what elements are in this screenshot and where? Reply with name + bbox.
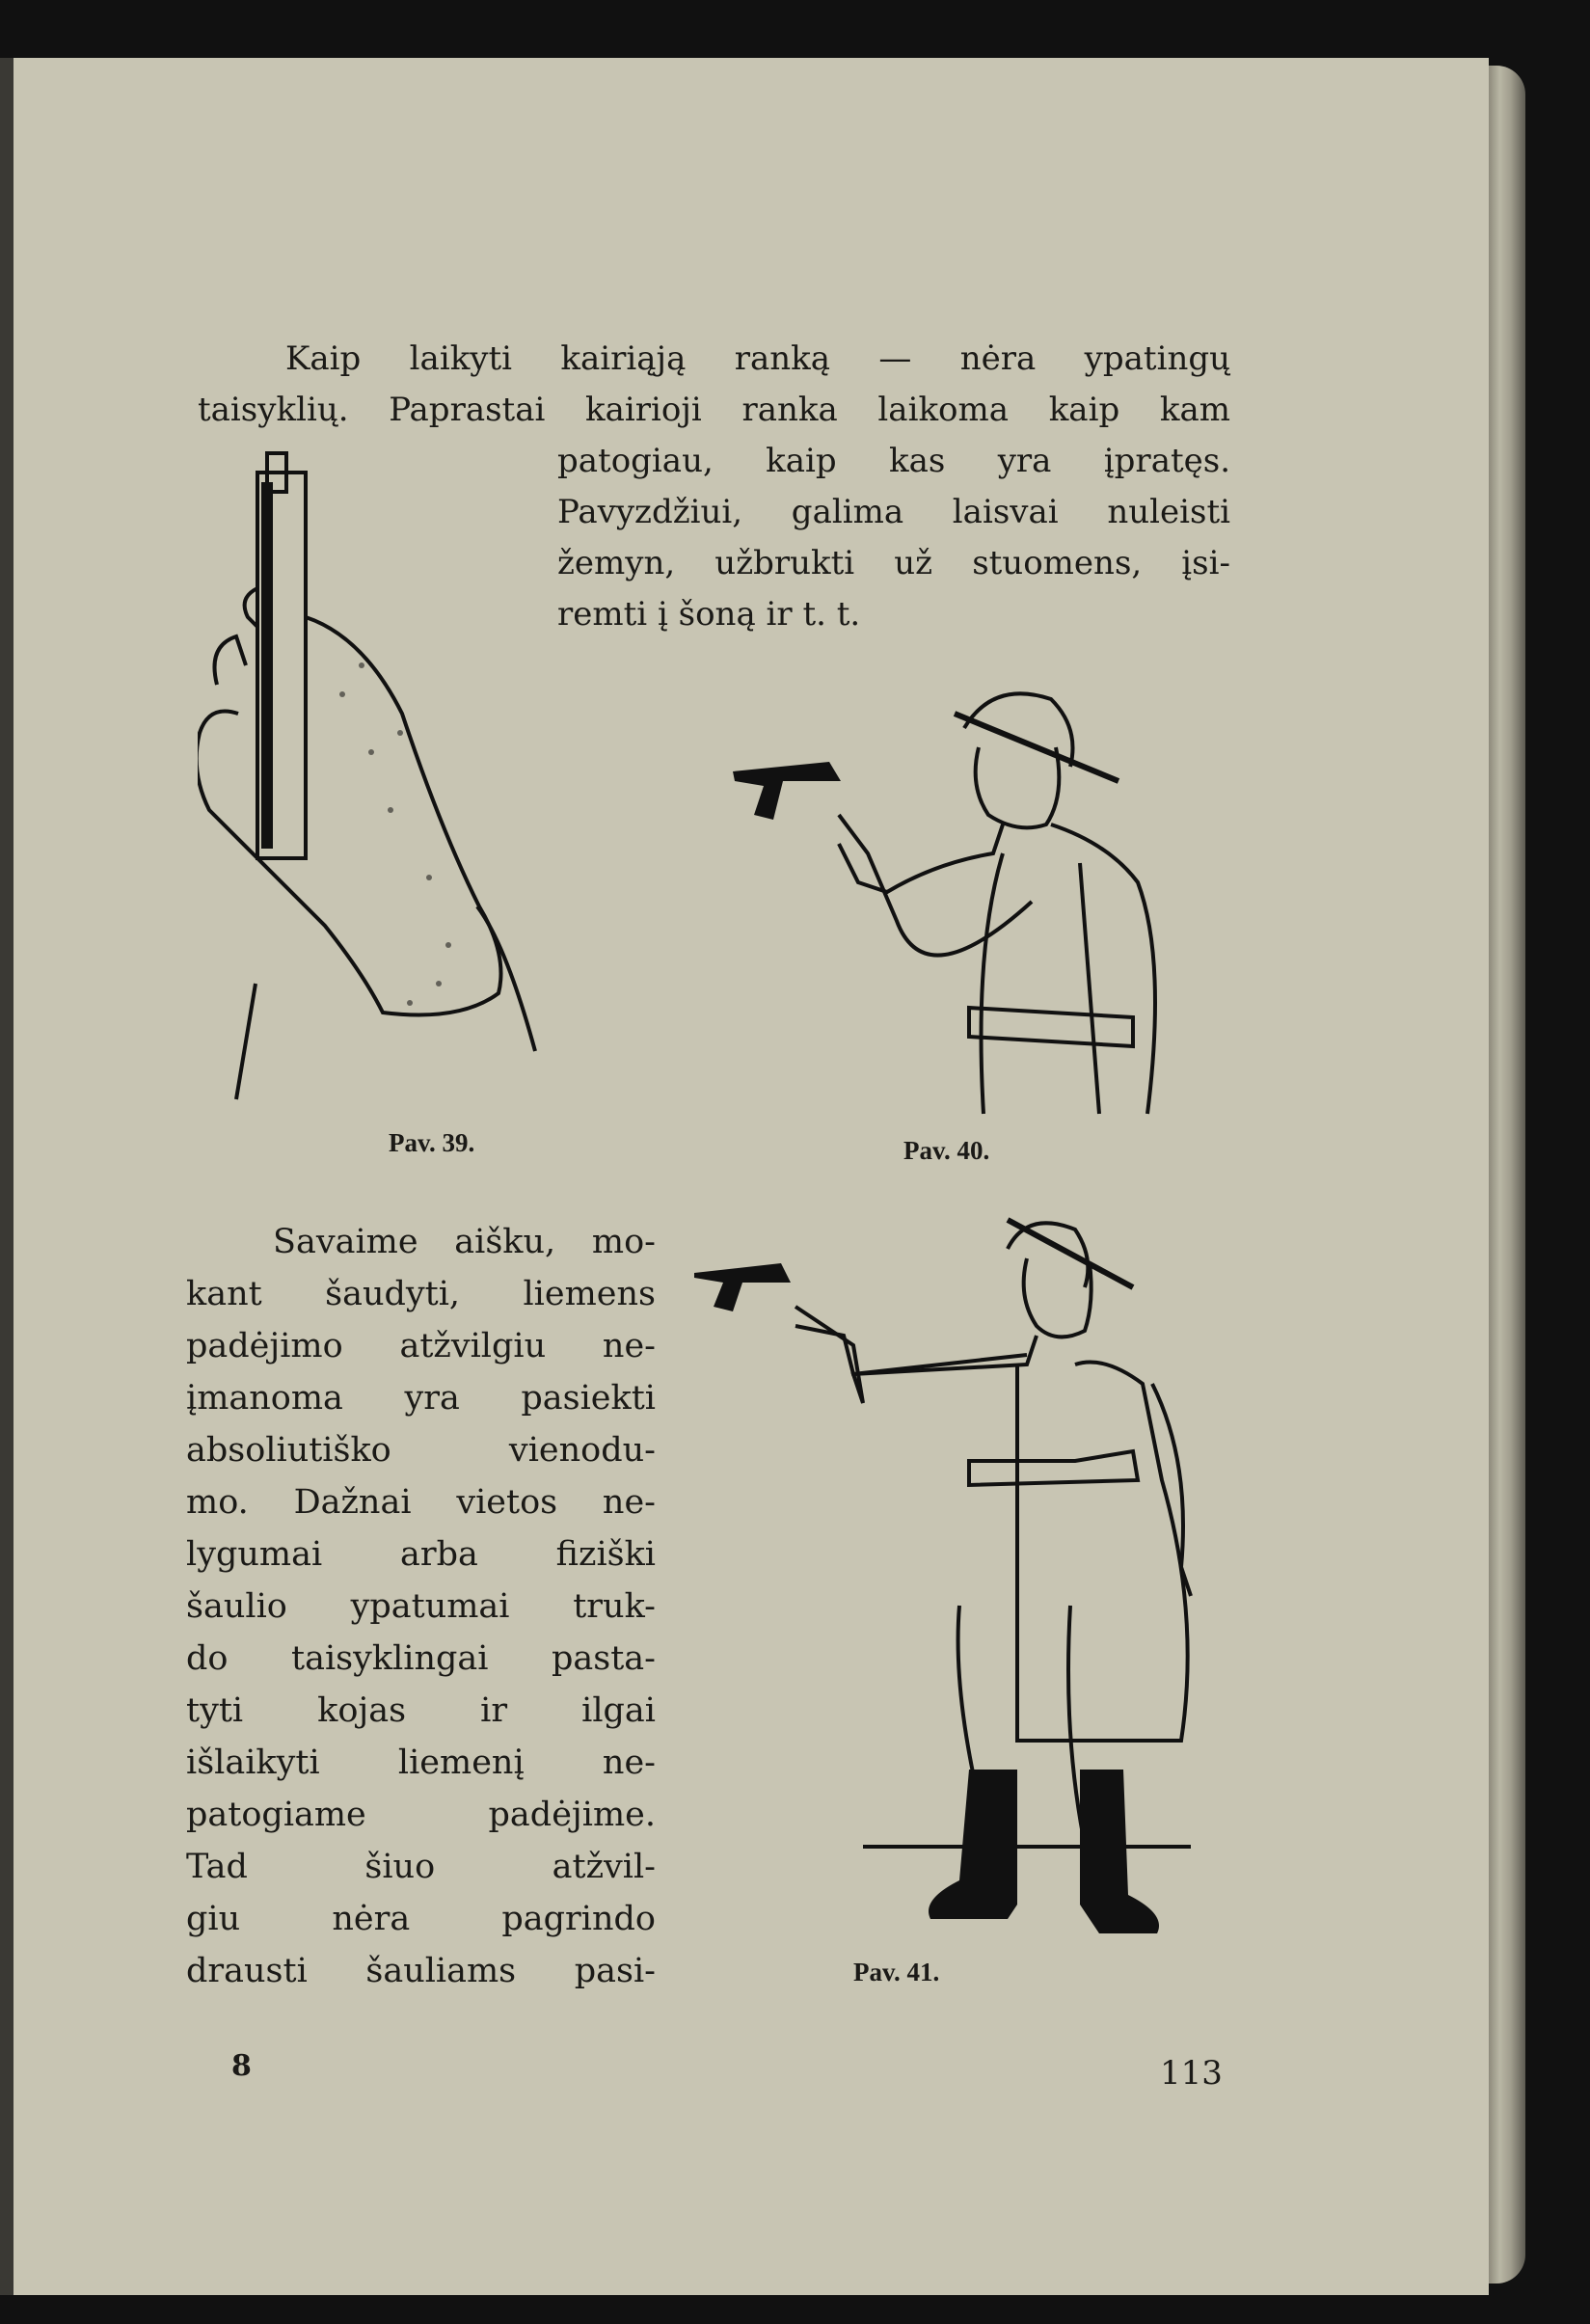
text-line: giu nėra pagrindo [186, 1900, 656, 1938]
text-line: mo. Dažnai vietos ne- [186, 1483, 656, 1522]
page-number: 113 [1160, 2054, 1223, 2093]
text-line: išlaikyti liemenį ne- [186, 1743, 656, 1782]
figure-41-shooter-full [689, 1201, 1215, 1953]
figure-40-shooter-half [733, 670, 1215, 1119]
text-line: patogiau, kaip kas yra įpratęs. [557, 442, 1230, 480]
page-stack-edge [1489, 66, 1525, 2283]
figure-39-caption: Pav. 39. [389, 1128, 475, 1157]
text-line: įmanoma yra pasiekti [186, 1379, 656, 1418]
text-line: taisyklių. Paprastai kairioji ranka laikoma kaip kam [198, 391, 1230, 429]
text-line: lygumai arba fiziški [186, 1535, 656, 1574]
text-line: kant šaudyti, liemens [186, 1275, 656, 1313]
text-line: Savaime aišku, mo- [273, 1223, 656, 1261]
text-line: padėjimo atžvilgiu ne- [186, 1327, 656, 1365]
text-line: remti į šoną ir t. t. [557, 595, 861, 634]
text-line: Tad šiuo atžvil- [186, 1848, 656, 1886]
signature-number: 8 [231, 2049, 252, 2083]
text-line: žemyn, užbrukti už stuomens, įsi- [557, 544, 1230, 582]
figure-40-caption: Pav. 40. [903, 1136, 990, 1165]
text-line: patogiame padėjime. [186, 1796, 656, 1834]
text-line: do taisyklingai pasta- [186, 1639, 656, 1678]
figure-39-hand-pistol [198, 444, 545, 1109]
text-line: absoliutiško vienodu- [186, 1431, 656, 1470]
text-line: Kaip laikyti kairiąją ranką — nėra ypatingų [285, 339, 1230, 378]
text-line: tyti kojas ir ilgai [186, 1691, 656, 1730]
text-line: drausti šauliams pasi- [186, 1952, 656, 1990]
book-spine-edge [0, 58, 13, 2295]
figure-41-caption: Pav. 41. [853, 1958, 940, 1986]
text-line: šaulio ypatumai truk- [186, 1587, 656, 1626]
text-line: Pavyzdžiui, galima laisvai nuleisti [557, 493, 1230, 531]
